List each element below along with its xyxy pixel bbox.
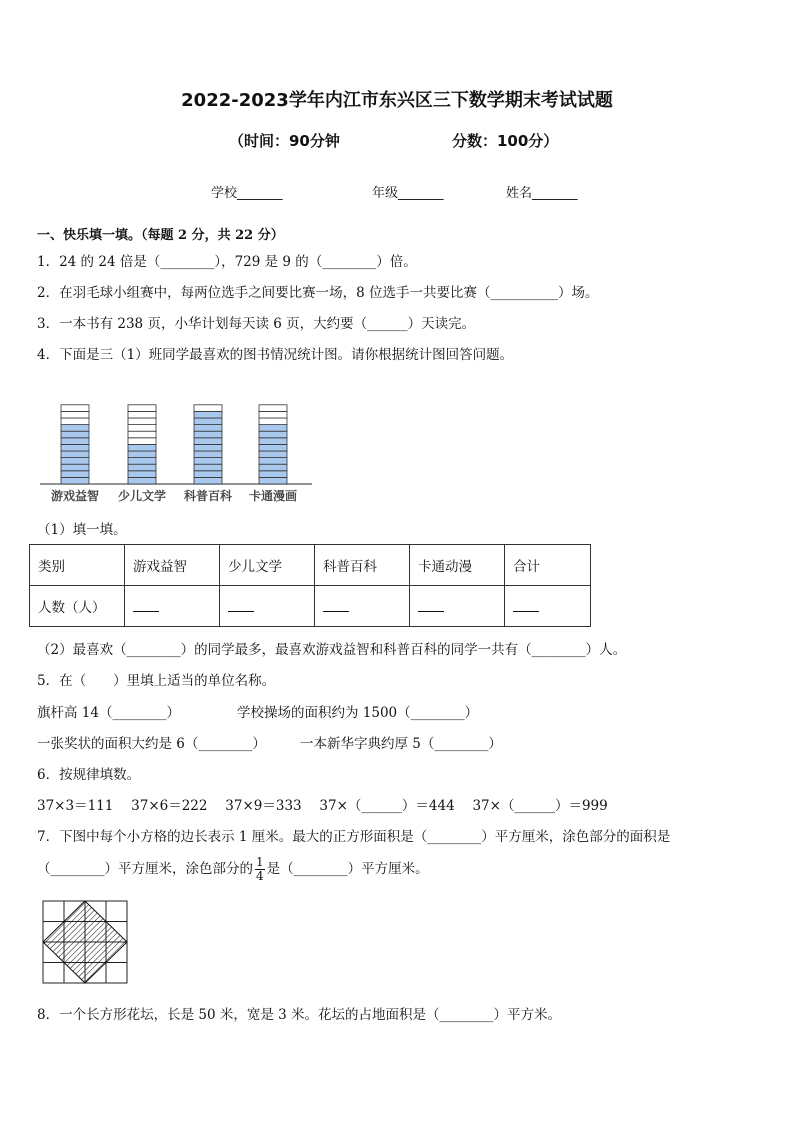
- bar-cell-empty: [61, 405, 89, 412]
- question-6-sequence: 37×3＝111 37×6＝222 37×9＝333 37×（______）＝444 37×（______）＝999: [37, 798, 608, 814]
- grade-field: 年级_______: [372, 186, 444, 201]
- bar-cell-filled: [259, 458, 287, 465]
- bar-cell-filled: [259, 451, 287, 458]
- table-header-cell: 合计: [505, 545, 591, 586]
- bar-cell-filled: [128, 477, 156, 484]
- bar-cell-filled: [194, 411, 222, 418]
- bar-cell-empty: [61, 411, 89, 418]
- question-6: 6．按规律填数。: [37, 767, 141, 783]
- table-header-cell: 科普百科: [315, 545, 410, 586]
- answer-blank[interactable]: [410, 586, 505, 627]
- bar-cell-filled: [259, 444, 287, 451]
- statistics-table: [29, 544, 591, 627]
- question-5-c: 一张奖状的面积大约是 6（________）: [37, 736, 266, 752]
- exam-time: （时间：90分钟: [229, 132, 340, 150]
- bar-cell-empty: [259, 411, 287, 418]
- bar-cell-empty: [128, 405, 156, 412]
- table-row-label: 人数（人）: [30, 586, 125, 627]
- bar-cell-filled: [259, 471, 287, 478]
- bar-cell-filled: [194, 451, 222, 458]
- question-4: 4．下面是三（1）班同学最喜欢的图书情况统计图。请你根据统计图回答问题。: [37, 347, 514, 363]
- table-header-cell: 卡通动漫: [410, 545, 505, 586]
- bar-cell-filled: [61, 425, 89, 432]
- bar-cell-filled: [61, 438, 89, 445]
- bar-cell-filled: [61, 458, 89, 465]
- table-header-row: [30, 545, 591, 586]
- bar-cell-filled: [194, 464, 222, 471]
- bar-cell-filled: [61, 451, 89, 458]
- bar-cell-filled: [194, 418, 222, 425]
- question-5-b: 学校操场的面积约为 1500（________）: [237, 705, 479, 721]
- bar-cell-filled: [259, 431, 287, 438]
- table-header-cell: 少儿文学: [220, 545, 315, 586]
- bar-cell-filled: [194, 477, 222, 484]
- question-4-part-1: （1）填一填。: [37, 522, 127, 538]
- square-grid-figure: [42, 900, 130, 986]
- book-preference-chart: [40, 374, 315, 506]
- bar-cell-empty: [259, 418, 287, 425]
- shaded-diamond: [43, 901, 127, 983]
- question-7-text-a: （________）平方厘米，涂色部分的: [37, 861, 253, 877]
- bar-cell-filled: [194, 444, 222, 451]
- bar-cell-filled: [194, 458, 222, 465]
- question-5-d: 一本新华字典约厚 5（________）: [300, 736, 502, 752]
- question-2: 2．在羽毛球小组赛中，每两位选手之间要比赛一场，8 位选手一共要比赛（__________）场。: [37, 285, 599, 301]
- section-heading: 一、快乐填一填。（每题 2 分，共 22 分）: [37, 228, 284, 243]
- name-field: 姓名_______: [506, 186, 578, 201]
- bar-cell-filled: [194, 438, 222, 445]
- bar-cell-filled: [61, 477, 89, 484]
- answer-blank[interactable]: [505, 586, 591, 627]
- answer-blank[interactable]: [125, 586, 220, 627]
- page-title: 2022-2023学年内江市东兴区三下数学期末考试试题: [181, 90, 613, 111]
- bar-cell-filled: [194, 431, 222, 438]
- bar-label: 少儿文学: [117, 489, 167, 503]
- bar-cell-filled: [61, 464, 89, 471]
- one-quarter-fraction: [255, 856, 265, 883]
- bar-label: 游戏益智: [50, 489, 100, 503]
- question-1: 1．24 的 24 倍是（________），729 是 9 的（________）倍。: [37, 254, 417, 270]
- bar-cell-filled: [259, 425, 287, 432]
- table-header-cell: 类别: [30, 545, 125, 586]
- bar-cell-filled: [128, 464, 156, 471]
- bar-cell-filled: [128, 451, 156, 458]
- bar-cell-empty: [128, 418, 156, 425]
- bar-cell-empty: [128, 438, 156, 445]
- school-field: 学校_______: [211, 186, 283, 201]
- bar-cell-empty: [128, 431, 156, 438]
- bar-cell-filled: [194, 425, 222, 432]
- question-7-line-1: 7．下图中每个小方格的边长表示 1 厘米。最大的正方形面积是（________）平方厘米，涂色部分的面积是: [37, 829, 671, 845]
- answer-blank[interactable]: [315, 586, 410, 627]
- question-3: 3．一本书有 238 页，小华计划每天读 6 页，大约要（______）天读完。: [37, 316, 476, 332]
- bar-cell-filled: [194, 471, 222, 478]
- table-header-cell: 游戏益智: [125, 545, 220, 586]
- bar-cell-empty: [128, 425, 156, 432]
- fraction-denominator: 4: [256, 869, 264, 883]
- bar-cell-filled: [128, 471, 156, 478]
- question-8: 8．一个长方形花坛，长是 50 米，宽是 3 米。花坛的占地面积是（________）平方米。: [37, 1007, 562, 1023]
- exam-score: 分数：100分）: [452, 132, 559, 150]
- question-5-a: 旗杆高 14（________）: [37, 705, 180, 721]
- question-5: 5．在（ ）里填上适当的单位名称。: [37, 673, 276, 689]
- bar-cell-filled: [61, 444, 89, 451]
- bar-cell-filled: [259, 464, 287, 471]
- bar-cell-filled: [259, 438, 287, 445]
- bar-label: 卡通漫画: [248, 489, 298, 503]
- fraction-numerator: 1: [256, 855, 264, 869]
- answer-blank[interactable]: [220, 586, 315, 627]
- bar-cell-filled: [259, 477, 287, 484]
- bar-cell-filled: [61, 431, 89, 438]
- bar-cell-empty: [194, 405, 222, 412]
- bar-cell-empty: [61, 418, 89, 425]
- question-7-line-2: [37, 856, 429, 883]
- bar-cell-empty: [128, 411, 156, 418]
- bar-label: 科普百科: [183, 489, 233, 503]
- bar-cell-filled: [61, 471, 89, 478]
- question-4-part-2: （2）最喜欢（________）的同学最多，最喜欢游戏益智和科普百科的同学一共有（________）人。: [37, 642, 627, 658]
- question-7-text-b: 是（________）平方厘米。: [266, 861, 429, 877]
- bar-cell-filled: [128, 458, 156, 465]
- bar-cell-filled: [128, 444, 156, 451]
- table-row: [30, 586, 591, 627]
- bar-cell-empty: [259, 405, 287, 412]
